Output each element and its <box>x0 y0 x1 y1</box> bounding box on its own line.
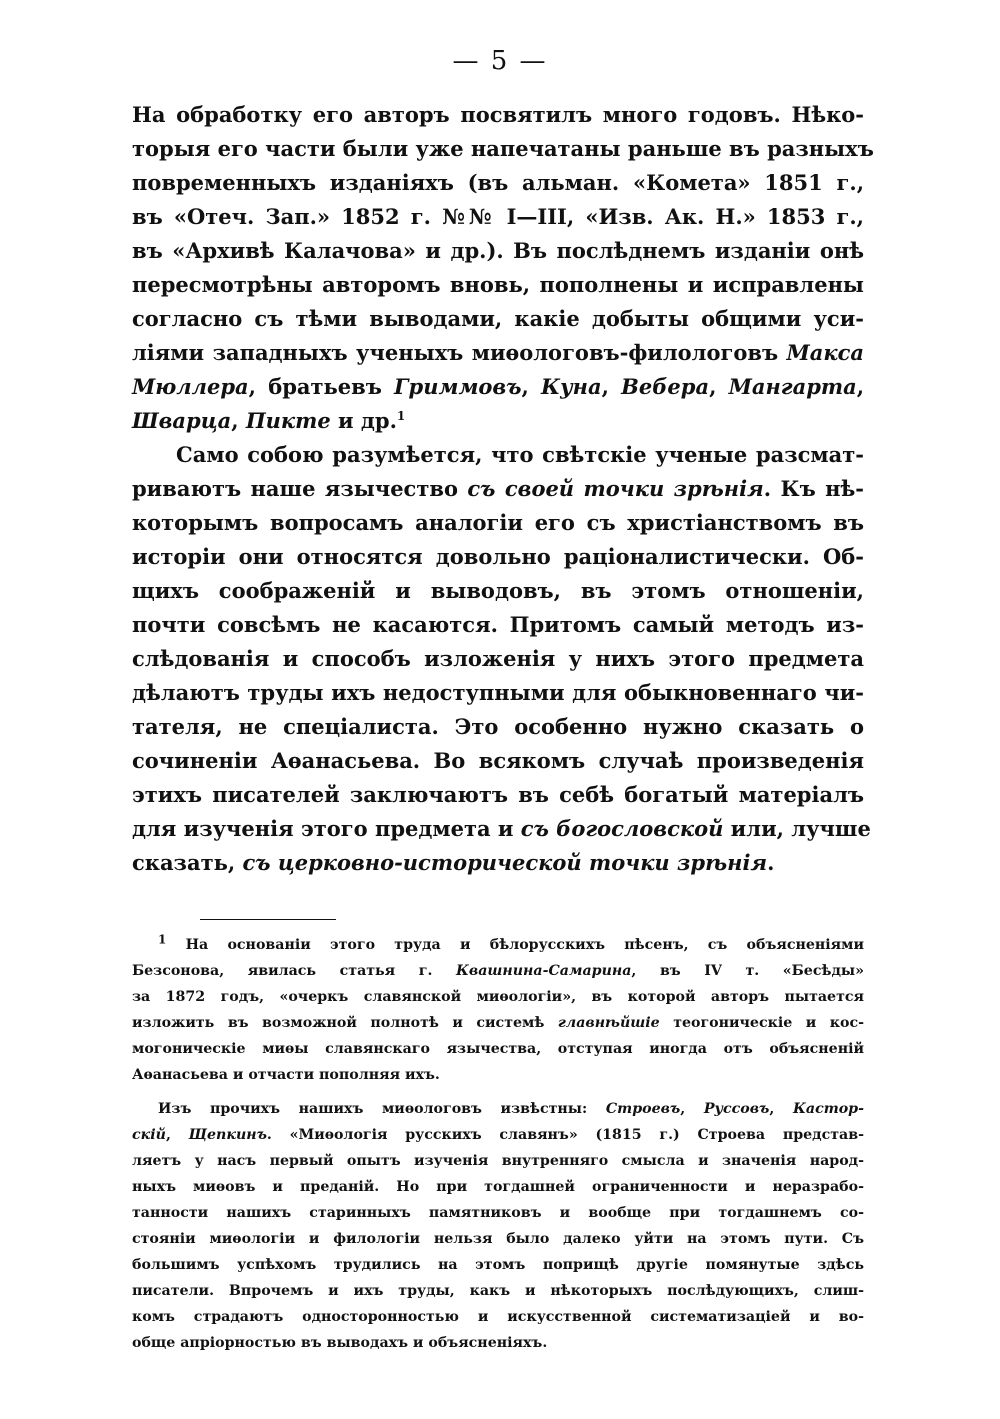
footnote-line: скій, Щепкинъ. «Миѳологія русскихъ славянъ» (1815 г.) Строева представ- <box>132 1127 864 1143</box>
footnote-line: могоническіе миѳы славянскаго язычества, отступая иногда отъ объясненій <box>132 1041 864 1057</box>
text-line: для изученія этого предмета и съ богословской или, лучше <box>132 816 871 841</box>
italic-name: Строевъ <box>605 1101 681 1117</box>
text-line: ліями западныхъ ученыхъ миѳологовъ-филологовъ Макса <box>132 340 864 365</box>
footnote-line: изложить въ возможной полнотѣ и системѣ главнѣйшіе теогоническіе и кос- <box>132 1015 865 1031</box>
text-line: тателя, не спеціалиста. Это особенно нужно сказать о <box>132 714 864 739</box>
italic-phrase: съ церковно-исторической точки зрѣнія <box>242 850 768 875</box>
italic-name: Руссовъ <box>703 1101 770 1117</box>
text-line: На обработку его авторъ посвятилъ много годовъ. Нѣко- <box>132 102 864 127</box>
text-line: сочиненіи Аѳанасьева. Во всякомъ случаѣ произведенія <box>132 748 864 773</box>
italic-name: Макса <box>786 340 864 365</box>
text-line: этихъ писателей заключаютъ въ себѣ богатый матеріалъ <box>132 782 864 807</box>
text-line: исторіи они относятся довольно раціоналистически. Об- <box>132 544 864 569</box>
text-line: торыя его части были уже напечатаны раньше въ разныхъ <box>132 136 874 161</box>
italic-name: Кастор- <box>792 1101 864 1117</box>
text-line: въ «Отеч. Зап.» 1852 г. №№ I—III, «Изв. Ак. Н.» 1853 г., <box>132 204 864 229</box>
footnote-line: писатели. Впрочемъ и ихъ труды, какъ и нѣкоторыхъ послѣдующихъ, слиш- <box>132 1283 864 1299</box>
footnote-line: Изъ прочихъ нашихъ миѳологовъ извѣстны: Строевъ, Руссовъ, Кастор- <box>158 1101 864 1117</box>
italic-name: скій <box>132 1127 166 1143</box>
footnote-line: комъ страдаютъ односторонностью и искусственной систематизаціей и во- <box>132 1309 864 1325</box>
italic-name: Куна <box>541 374 602 399</box>
text-line: въ «Архивѣ Калачова» и др.). Въ послѣднемъ изданіи онѣ <box>132 238 864 263</box>
italic-name: Квашнина-Самарина <box>455 963 632 979</box>
italic-name: Гриммовъ <box>394 374 522 399</box>
text-line: которымъ вопросамъ аналогіи его съ христіанствомъ въ <box>132 510 864 535</box>
italic-name: Пикте <box>245 408 331 433</box>
italic-name: Щепкинъ <box>188 1127 267 1143</box>
text-line: повременныхъ изданіяхъ (въ альман. «Комета» 1851 г., <box>132 170 864 195</box>
text-line: слѣдованія и способъ изложенія у нихъ этого предмета <box>132 646 864 671</box>
main-text <box>132 98 874 880</box>
text-line: Мюллера, братьевъ Гриммовъ, Куна, Вебера, Мангарта, <box>132 374 865 399</box>
italic-name: Мангарта <box>728 374 857 399</box>
footnote-line: Безсонова, явилась статья г. Квашнина-Самарина, въ IV т. «Бесѣды» <box>132 963 864 979</box>
text-line: сказать, съ церковно-исторической точки зрѣнія. <box>132 850 775 875</box>
footnote-line: обще апріорностью въ выводахъ и объясненіяхъ. <box>132 1335 548 1351</box>
footnote-line: ляетъ у насъ первый опытъ изученія внутренняго смысла и значенія народ- <box>132 1153 864 1169</box>
footnote-line: танности нашихъ старинныхъ памятниковъ и вообще при тогдашнемъ со- <box>132 1205 864 1221</box>
footnote-line: ныхъ миѳовъ и преданій. Но при тогдашней ограниченности и неразрабо- <box>132 1179 864 1195</box>
page-number: — 5 — <box>452 46 548 76</box>
footnote-separator <box>200 919 336 920</box>
text-line: Шварца, Пикте и др.$^1$ <box>132 408 406 433</box>
footnotes <box>132 932 864 1356</box>
text-line: дѣлаютъ труды ихъ недоступными для обыкновеннаго чи- <box>132 680 864 705</box>
footnote-marker: 1 <box>396 409 406 423</box>
italic-phrase: съ своей точки зрѣнія <box>467 476 764 501</box>
italic-phrase: главнѣйшіе <box>557 1015 660 1031</box>
italic-name: Шварца <box>132 408 232 433</box>
footnote-line: Аѳанасьева и отчасти пополняя ихъ. <box>132 1067 440 1083</box>
footnote-marker: 1 <box>158 932 167 947</box>
footnote-line: $^1$ На основаніи этого труда и бѣлорусскихъ пѣсенъ, съ объясненіями <box>158 932 864 953</box>
text-line: пересмотрѣны авторомъ вновь, пополнены и исправлены <box>132 272 864 297</box>
footnote-line: за 1872 годъ, «очеркъ славянской миѳологіи», въ которой авторъ пытается <box>132 989 864 1005</box>
italic-name: Мюллера <box>132 374 249 399</box>
text-line: риваютъ наше язычество съ своей точки зрѣнія. Къ нѣ- <box>132 476 864 501</box>
footnote-line: стояніи миѳологіи и филологіи нельзя было далеко уйти на этомъ пути. Съ <box>132 1231 864 1247</box>
text-line: почти совсѣмъ не касаются. Притомъ самый методъ из- <box>132 612 864 637</box>
text-line: щихъ соображеній и выводовъ, въ этомъ отношеніи, <box>132 578 864 603</box>
italic-name: Вебера <box>621 374 710 399</box>
italic-phrase: съ богословской <box>520 816 724 841</box>
text-line: согласно съ тѣми выводами, какіе добыты общими уси- <box>132 306 864 331</box>
footnote-line: большимъ успѣхомъ трудились на этомъ поприщѣ другіе помянутые здѣсь <box>132 1257 864 1273</box>
text-line: Само собою разумѣется, что свѣтскіе ученые разсмат- <box>176 442 864 467</box>
